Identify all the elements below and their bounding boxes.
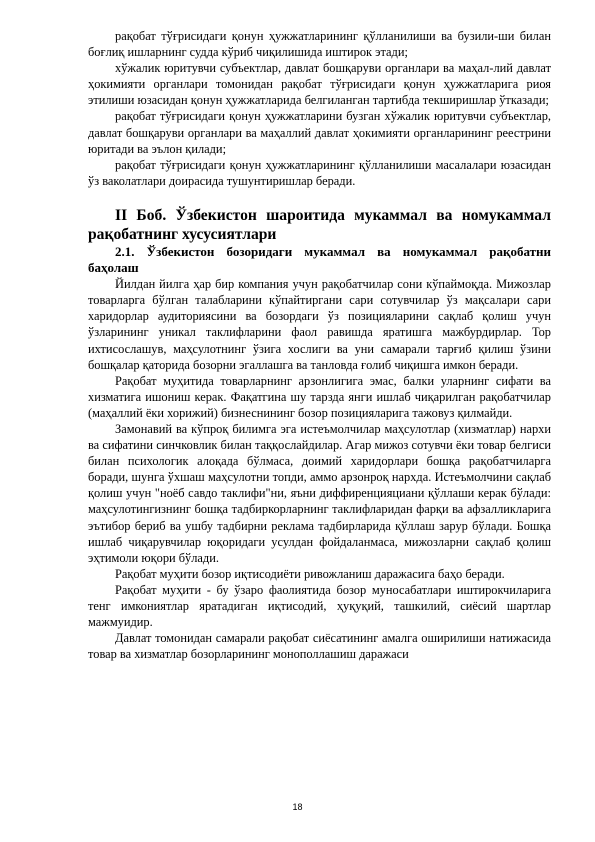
list-item: рақобат тўғрисидаги қонун ҳужжатларини бузган хўжалик юритувчи субъектлар, давлат бошқаруви органлари ва маҳаллий давлат ҳокимияти органларининг реестрини юритади ва эълон қилади; <box>88 109 551 156</box>
body-paragraph: Рақобат муҳити - бу ўзаро фаолиятида бозор муносабатлари иштирокчиларига тенг имкониятлар яратадиган иқтисодий, ҳуқуқий, ташкилий, сиёсий шартлар мажмуидир. <box>88 582 551 630</box>
list-item: рақобат тўғрисидаги қонун ҳужжатларининг қўлланилиши масалалари юзасидан ўз ваколатлари доирасида тушунтиришлар беради. <box>88 157 551 188</box>
body-paragraph: Рақобат муҳитида товарларнинг арзонлигига эмас, балки уларнинг сифати ва хизматига ишониш керак. Фақатгина шу тарзда янги ишлаб чиқарилган рақобатчилар (маҳаллий ёки хорижий) бизнеснининг бозор позицияларига тажовуз қилмайди. <box>88 373 551 420</box>
spacer <box>88 189 551 206</box>
document-body <box>88 28 551 662</box>
body-paragraph: Йилдан йилга ҳар бир компания учун рақобатчилар сони кўпаймоқда. Мижозлар товарларга бўлган талабларини кўпайтиргани сари сотувчилар ўз мақсалари сари харидорлар аудиториясини ва бозордаги ўз позицияларини сақлаб қолиш учун ўзларининг уникал таклифларини фаол равишда яратишга мажбурдирлар. Тор ихтисослашув, маҳсулотнинг ўзига хослиги ва уни самарали тарғиб қилиш ўзини бошқалар қаторида бозорни эгаллашга ва танловда ғолиб чиқишга имкон беради. <box>88 277 551 372</box>
list-item: хўжалик юритувчи субъектлар, давлат бошқаруви органлари ва маҳал-лий давлат ҳокимияти органлари томонидан рақобат тўғрисидаги қонун ҳужжатларига риоя этилиши юзасидан қонун ҳужжатларида белгиланган тартибда текширишлар ўтказади; <box>88 61 551 108</box>
body-paragraph: Давлат томонидан самарали рақобат сиёсатининг амалга оширилиши натижасида товар ва хизматлар бозорларининг монополлашиш даражаси <box>88 631 551 662</box>
chapter-heading: II Боб. Ўзбекистон шароитида мукаммал ва номукаммал рақобатнинг хусусиятлари <box>88 206 551 243</box>
page-number: 18 <box>292 802 303 812</box>
body-paragraph: Замонавий ва кўпроқ билимга эга истеъмолчилар маҳсулотлар (хизматлар) нархи ва сифатини синчковлик билан таққослайдилар. Агар мижоз сотувчи ёки товар белгиси билан психологик алоқада бўлмаса, доимий харидорлари бошқа рақобатчиларга боради, шунга ўхшаш маҳсулотни топди, аммо арзонроқ нархда. Истеъмолчини сақлаб қолиш учун "ноёб савдо таклифи"ни, яъни диффиренцияциани қўллаши керак бўлади: маҳсулотингизнинг бошқа тадбиркорларнинг таклифларидан фарқи ва афзалликларига эътибор бериб ва ушбу тадбирни реклама тадбирларида қўллаш зарур бўлади. Бошқа ишлаб чиқарувчилар юқоридаги усулдан фойдаланмаса, мижозларни сақлаб қолиш эҳтимоли юқори бўлади. <box>88 421 551 565</box>
body-paragraph: Рақобат муҳити бозор иқтисодиёти ривожланиш даражасига баҳо беради. <box>115 566 505 581</box>
list-item: рақобат тўғрисидаги қонун ҳужжатларининг қўлланилиши ва бузили-ши билан боғлиқ ишларнинг судда кўриб чиқилишида иштирок этади; <box>88 29 551 60</box>
section-heading: 2.1. Ўзбекистон бозоридаги мукаммал ва номукаммал рақобатни баҳолаш <box>88 243 551 276</box>
